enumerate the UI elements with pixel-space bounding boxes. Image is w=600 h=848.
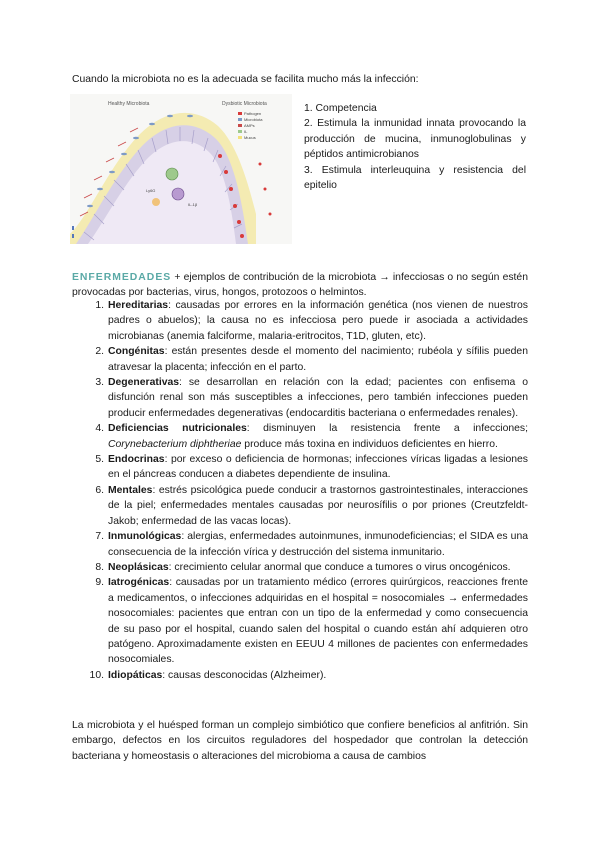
enfermedades-text: + ejemplos de contribución de la microbiota → infecciosas o no según estén provocadas por bacterias, virus, hongos, protozoos o helmintos. bbox=[72, 272, 528, 299]
list-number: 2. bbox=[95, 346, 104, 358]
legend-pathogen: Pathogen bbox=[244, 111, 262, 116]
list-text-2: produce más toxina en individuos deficientes en hierro. bbox=[241, 438, 498, 450]
list-text: : se desarrollan en relación con la edad; pacientes con enfisema o disfunción renal son más susceptibles a infecciones, pero también infecciones pueden producir enfermedades degenerativas (endocarditis bacteriana o enfermedades renales). bbox=[108, 377, 528, 419]
closing-paragraph: La microbiota y el huésped forman un complejo simbiótico que confiere beneficios al anfitrión. Sin embargo, defectos en los circuitos reguladores del hospedador que controlan la detección bacteriana y homeostasis o alteraciones del microbioma a causa de cambios bbox=[72, 720, 528, 762]
list-number: 9. bbox=[95, 577, 104, 589]
list-term: Mentales bbox=[108, 484, 153, 496]
enfermedades-paragraph bbox=[72, 270, 528, 301]
list-item bbox=[72, 421, 528, 452]
immune-cell-1 bbox=[166, 168, 178, 180]
list-term: Deficiencias nutricionales bbox=[108, 423, 247, 435]
point-1: 1. Competencia bbox=[304, 103, 377, 114]
list-term: Iatrogénicas bbox=[108, 577, 170, 589]
list-number: 10. bbox=[89, 669, 104, 681]
list-text: : alergias, enfermedades autoinmunes, inmunodeficiencias; el SIDA es una consecuencia de la infección vírica y destrucción del sistema inmunitario. bbox=[108, 531, 528, 558]
list-item bbox=[72, 483, 528, 529]
immune-cell-2 bbox=[172, 188, 184, 200]
figure-small-label-2: IL-1β bbox=[188, 202, 198, 207]
immune-cell-3 bbox=[152, 198, 160, 206]
list-term: Hereditarias bbox=[108, 300, 169, 311]
list-text: : por exceso o deficiencia de hormonas; infecciones víricas ligadas a lesiones en el páncreas conducen a diabetes dependiente de insulina. bbox=[108, 454, 528, 481]
list-term: Degenerativas bbox=[108, 377, 180, 389]
point-3: 3. Estimula interleuquina y resistencia del epitelio bbox=[304, 164, 526, 192]
list-text: : causadas por un tratamiento médico (errores quirúrgicos, reacciones frente a medicamentos, o infecciones adquiridas en el hospital = nosocomiales → enfermedades nosocomiales: pacientes que entran con un tipo de la enfermedad y como consecuencia de su paso por el hospital, cuando salen del hospital o cuando están ahí adquieren otro patógeno. Aproximadamente existen en EEUU 4 millones de pacientes con enfermedades nosocomiales. bbox=[108, 577, 528, 666]
list-item bbox=[72, 344, 528, 375]
list-text: : crecimiento celular anormal que conduce a tumores o virus oncogénicos. bbox=[168, 561, 511, 573]
list-item bbox=[72, 560, 528, 575]
legend-amps: AMPs bbox=[244, 123, 255, 128]
point-2: 2. Estimula la inmunidad innata provocando la producción de mucina, inmunoglobulinas y péptidos antimicrobianos bbox=[304, 118, 526, 161]
list-number: 3. bbox=[95, 377, 104, 389]
list-number: 5. bbox=[95, 454, 104, 466]
list-term: Inmunológicas bbox=[108, 531, 182, 543]
list-text: : estrés psicológica puede conducir a trastornos gastrointestinales, interacciones de la piel; enfermedades mentales causadas por neurosífilis o por priones (Creutzfeldt-Jakob; enfermedad de las vacas locas). bbox=[108, 484, 528, 527]
figure-label-left: Healthy Microbiota bbox=[108, 101, 150, 107]
list-text: : están presentes desde el momento del nacimiento; rubéola y sífilis pueden atravesar la placenta; infección en el parto. bbox=[108, 346, 528, 373]
list-term: Congénitas bbox=[108, 346, 165, 358]
intro-paragraph: Cuando la microbiota no es la adecuada se facilita mucho más la infección: bbox=[72, 74, 419, 85]
list-item bbox=[72, 375, 528, 421]
enfermedades-title: ENFERMEDADES bbox=[72, 272, 172, 283]
microbiota-figure bbox=[70, 94, 292, 244]
list-term: Idiopáticas bbox=[108, 669, 163, 681]
list-number: 6. bbox=[95, 484, 104, 496]
list-term: Endocrinas bbox=[108, 454, 165, 466]
list-italic: Corynebacterium diphtheriae bbox=[108, 438, 242, 450]
legend-mucus: Mucus bbox=[244, 135, 256, 140]
figure-points bbox=[304, 101, 526, 193]
list-item bbox=[72, 298, 528, 344]
list-number: 7. bbox=[95, 531, 104, 543]
legend-il: IL bbox=[244, 129, 248, 134]
list-item bbox=[72, 668, 528, 683]
list-item bbox=[72, 529, 528, 560]
disease-list bbox=[72, 298, 528, 683]
list-text: : causadas por errores en la información genética (nos vienen de nuestros padres o abuelos); la causa no es infecciosa pero puede ir asociada a actividades microbianas (anemia falciforme, malaria-eritrocitos, T1D, gluten, etc). bbox=[108, 300, 528, 342]
list-item bbox=[72, 575, 528, 667]
legend-microbiota: Microbiota bbox=[244, 117, 263, 122]
list-number: 8. bbox=[95, 561, 104, 573]
list-text: : causas desconocidas (Alzheimer). bbox=[162, 669, 327, 681]
list-number: 4. bbox=[95, 423, 104, 435]
figure-label-right: Dysbiotic Microbiota bbox=[222, 101, 267, 107]
list-item bbox=[72, 452, 528, 483]
list-term: Neoplásicas bbox=[108, 561, 169, 573]
microbiota-diagram bbox=[70, 94, 292, 244]
figure-small-label-1: Ly6G bbox=[146, 188, 156, 193]
list-text: : disminuyen la resistencia frente a infecciones; bbox=[246, 423, 528, 435]
list-number: 1. bbox=[95, 300, 104, 311]
